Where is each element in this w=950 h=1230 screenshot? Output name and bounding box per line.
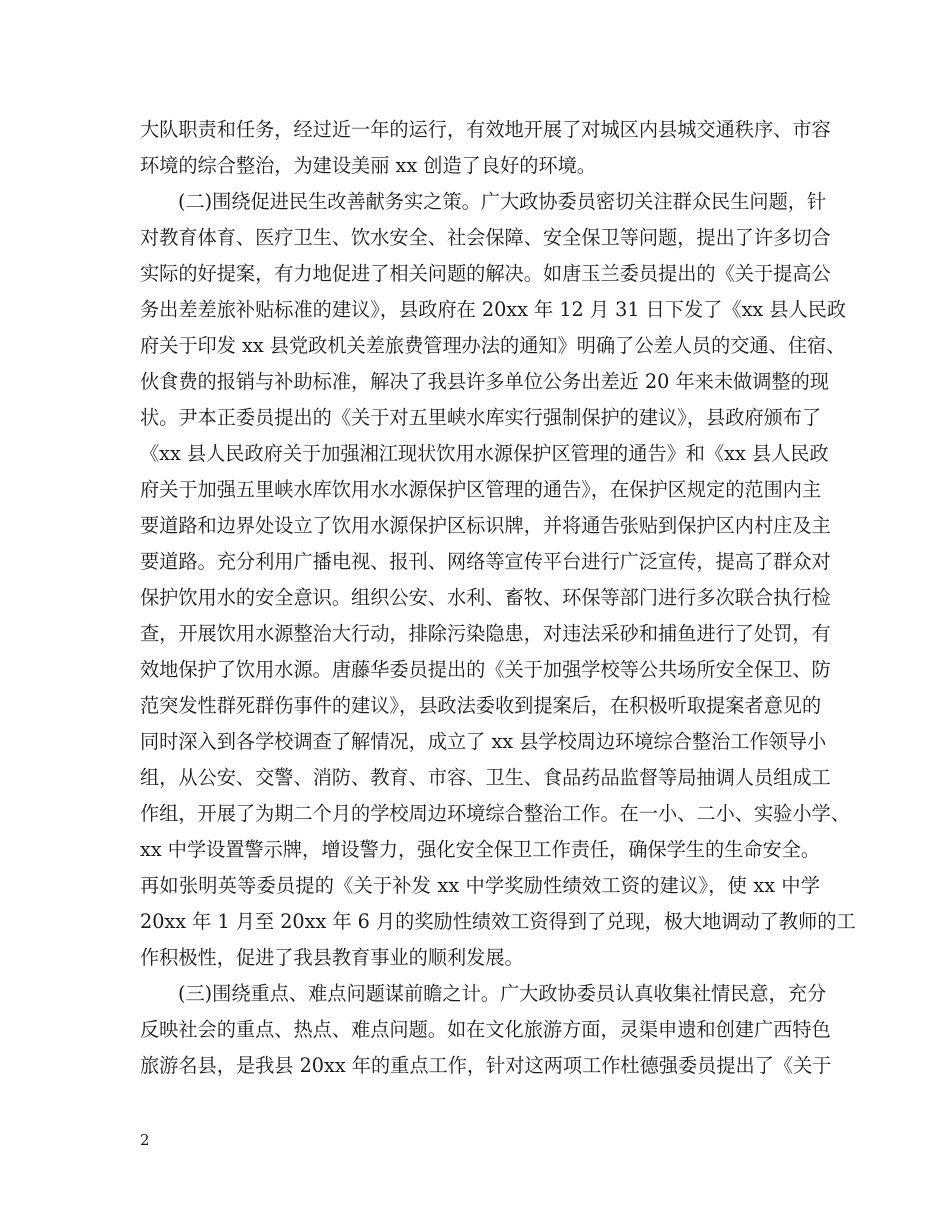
text-line: 查，开展饮用水源整治大行动，排除污染隐患，对违法采砂和捕鱼进行了处罚，有 — [140, 622, 831, 645]
text-line: 反映社会的重点、热点、难点问题。如在文化旅游方面，灵渠申遗和创建广西特色 — [140, 1018, 831, 1041]
text-line: xx 中学设置警示牌，增设警力，强化安全保卫工作责任，确保学生的生命安全。 — [140, 838, 821, 861]
text-line: 范突发性群死群伤事件的建议》，县政法委收到提案后，在积极听取提案者意见的 — [140, 694, 822, 717]
text-line: 要道路。充分利用广播电视、报刊、网络等宣传平台进行广泛宣传，提高了群众对 — [140, 550, 831, 573]
text-line: 伙食费的报销与补助标准，解决了我县许多单位公务出差近 20 年来未做调整的现 — [140, 370, 829, 393]
text-line: 府关于加强五里峡水库饮用水水源保护区管理的通告》，在保护区规定的范围内主 — [140, 478, 822, 501]
paragraph-start-line: (二)围绕促进民生改善献务实之策。广大政协委员密切关注群众民生问题，针 — [178, 190, 827, 213]
text-line: 环境的综合整治，为建设美丽 xx 创造了良好的环境。 — [140, 154, 596, 177]
text-line: 要道路和边界处设立了饮用水源保护区标识牌，并将通告张贴到保护区内村庄及主 — [140, 514, 831, 537]
text-line: 作积极性，促进了我县教育事业的顺利发展。 — [140, 946, 524, 969]
text-line: 旅游名县，是我县 20xx 年的重点工作，针对这两项工作杜德强委员提出了《关于 — [140, 1054, 832, 1077]
text-line: 务出差差旅补贴标准的建议》，县政府在 20xx 年 12 月 31 日下发了《xx 县人民政 — [140, 298, 847, 321]
text-line: 状。尹本正委员提出的《关于对五里峡水库实行强制保护的建议》，县政府颁布了 — [140, 406, 822, 429]
text-line: 《xx 县人民政府关于加强湘江现状饮用水源保护区管理的通告》和《xx 县人民政 — [140, 442, 829, 465]
text-line: 效地保护了饮用水源。唐藤华委员提出的《关于加强学校等公共场所安全保卫、防 — [140, 658, 831, 681]
text-line: 组，从公安、交警、消防、教育、市容、卫生、食品药品监督等局抽调人员组成工 — [140, 766, 831, 789]
text-line: 同时深入到各学校调查了解情况，成立了 xx 县学校周边环境综合整治工作领导小 — [140, 730, 827, 753]
text-line: 作组，开展了为期二个月的学校周边环境综合整治工作。在一小、二小、实验小学、 — [140, 802, 850, 825]
text-line: 20xx 年 1 月至 20xx 年 6 月的奖励性绩效工资得到了兑现，极大地调动了教师的工 — [140, 910, 856, 933]
page-number: 2 — [140, 1131, 150, 1149]
paragraph-start-line: (三)围绕重点、难点问题谋前瞻之计。广大政协委员认真收集社情民意，充分 — [178, 982, 827, 1005]
text-line: 再如张明英等委员提的《关于补发 xx 中学奖励性绩效工资的建议》，使 xx 中学 — [140, 874, 820, 897]
text-line: 实际的好提案，有力地促进了相关问题的解决。如唐玉兰委员提出的《关于提高公 — [140, 262, 831, 285]
text-line: 对教育体育、医疗卫生、饮水安全、社会保障、安全保卫等问题，提出了许多切合 — [140, 226, 831, 249]
text-line: 府关于印发 xx 县党政机关差旅费管理办法的通知》明确了公差人员的交通、住宿、 — [140, 334, 846, 357]
text-line: 大队职责和任务，经过近一年的运行，有效地开展了对城区内县城交通秩序、市容 — [140, 118, 831, 141]
text-line: 保护饮用水的安全意识。组织公安、水利、畜牧、环保等部门进行多次联合执行检 — [140, 586, 831, 609]
